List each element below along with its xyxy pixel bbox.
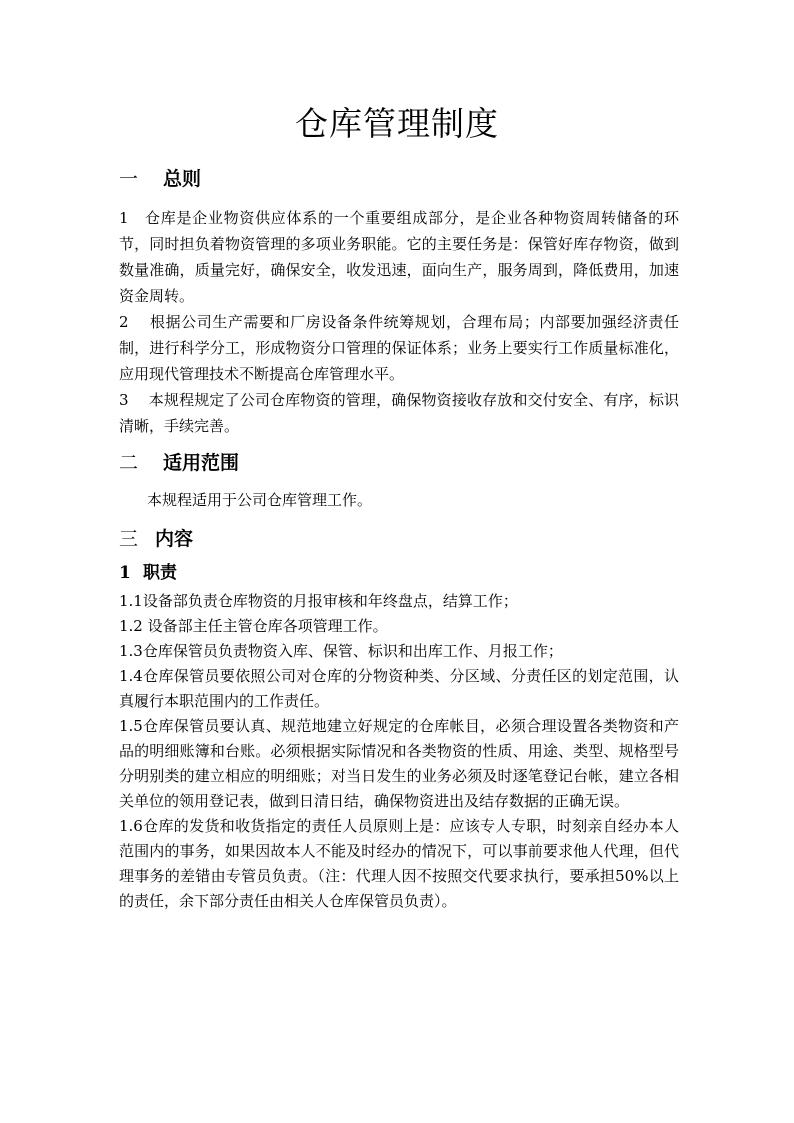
section-title: 内容 <box>155 528 194 550</box>
subsection-title: 职责 <box>143 563 177 583</box>
paragraph: 本规程适用于公司仓库管理工作。 <box>147 491 373 509</box>
subsection-heading-duties <box>119 561 679 589</box>
section-number: 三 <box>119 528 139 550</box>
paragraph: 2 根据公司生产需要和厂房设备条件统筹规划，合理布局；内部要加强经济责任制，进行科学分工，形成物资分口管理的保证体系；业务上要实行工作质量标准化，应用现代管理技术不断提高仓库管理水平。 <box>119 313 679 383</box>
document-title: 仓库管理制度 <box>295 104 499 143</box>
paragraph: 1.3仓库保管员负责物资入库、保管、标识和出库工作、月报工作； <box>119 642 563 660</box>
document-body <box>119 164 679 914</box>
section-heading-content <box>119 523 679 561</box>
paragraph: 1.2 设备部主任主管仓库各项管理工作。 <box>119 617 388 635</box>
paragraph: 1.1设备部负责仓库物资的月报审核和年终盘点，结算工作； <box>119 592 518 610</box>
paragraph: 1.6仓库的发货和收货指定的责任人员原则上是：应该专人专职，时刻亲自经办本人范围内的事务，如果因故本人不能及时经办的情况下，可以事前要求他人代理，但代理事务的差错由专管员负责。（注：代理人因不按照交代要求执行，要承担50%以上的责任，余下部分责任由相关人仓库保管员负责）。 <box>119 817 679 910</box>
paragraph: 1.5仓库保管员要认真、规范地建立好规定的仓库帐目，必须合理设置各类物资和产品的明细账簿和台账。必须根据实际情况和各类物资的性质、用途、类型、规格型号分明别类的建立相应的明细账；对当日发生的业务必须及时逐笔登记台帐，建立各相关单位的领用登记表，做到日清日结，确保物资进出及结存数据的正确无误。 <box>119 717 679 810</box>
section-title: 总则 <box>163 168 202 190</box>
paragraph: 1.4仓库保管员要依照公司对仓库的分物资种类、分区域、分责任区的划定范围，认真履行本职范围内的工作责任。 <box>119 667 679 710</box>
section-title: 适用范围 <box>163 452 240 474</box>
subsection-number: 1 <box>119 563 131 583</box>
section-heading-scope <box>119 447 679 487</box>
paragraph: 1 仓库是企业物资供应体系的一个重要组成部分，是企业各种物资周转储备的环节，同时担负着物资管理的多项业务职能。它的主要任务是：保管好库存物资，做到数量准确，质量完好，确保安全，收发迅速，面向生产，服务周到，降低费用，加速资金周转。 <box>119 209 679 305</box>
paragraph: 3 本规程规定了公司仓库物资的管理，确保物资接收存放和交付安全、有序，标识清晰，手续完善。 <box>119 391 679 435</box>
section-heading-general <box>119 164 679 205</box>
section-number: 二 <box>119 452 139 474</box>
section-number: 一 <box>119 168 139 190</box>
